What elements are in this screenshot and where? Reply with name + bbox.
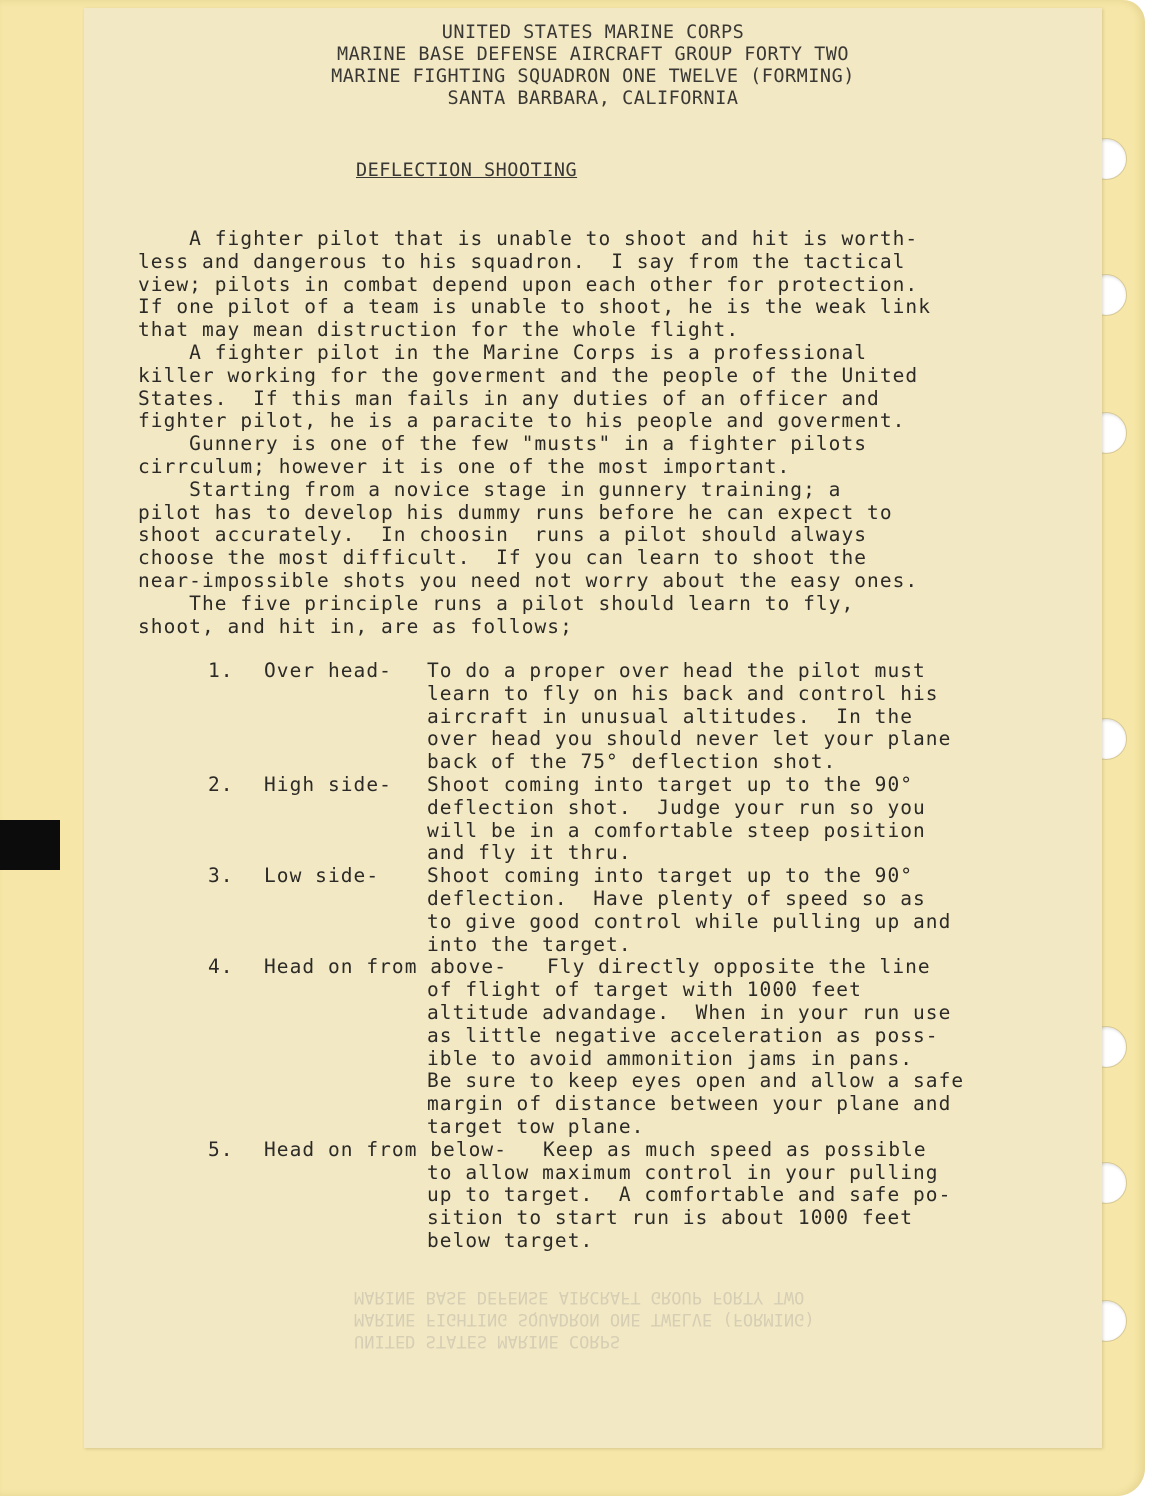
run-description-line: target tow plane. [427, 1114, 645, 1138]
run-item [208, 774, 1088, 865]
show-through-text: UNITED STATES MARINE CORPS MARINE FIGHTING SQUADRON ONE TWELVE (FORMING) MARINE BASE DEFENSE AIRCRAFT GROUP FORTY TWO [354, 1287, 815, 1351]
body-line: choose the most difficult. If you can learn to shoot the [138, 546, 868, 570]
run-name: Head on from above- [264, 955, 508, 979]
typewritten-page [84, 8, 1102, 1448]
run-description [427, 956, 1088, 1138]
run-description-line: back of the 75° deflection shot. [427, 750, 837, 774]
run-description-line: Fly directly opposite the line [547, 955, 931, 979]
run-description-line: learn to fly on his back and control his [427, 681, 939, 705]
body-line: killer working for the goverment and the people of the United [138, 363, 919, 387]
runs-list [208, 660, 1088, 1253]
body-line: A fighter pilot that is unable to shoot and hit is worth- [138, 227, 919, 250]
run-name: Low side- [264, 864, 380, 888]
run-number: 2. [208, 772, 234, 796]
run-description-line: below target. [427, 1228, 594, 1252]
body-line: less and dangerous to his squadron. I say from the tactical [138, 249, 906, 273]
run-item [208, 956, 1088, 1138]
run-description-line: will be in a comfortable steep position [427, 818, 926, 842]
black-tab-marker [0, 820, 60, 870]
body-line: cirrculum; however it is one of the most important. [138, 454, 791, 478]
run-description-line: altitude advandage. When in your run use [427, 1000, 952, 1024]
body-line: pilot has to develop his dummy runs before he can expect to [138, 500, 893, 524]
body-line: A fighter pilot in the Marine Corps is a professional [138, 340, 868, 364]
run-description-line: Be sure to keep eyes open and allow a safe [427, 1069, 965, 1093]
body-line: States. If this man fails in any duties of an officer and [138, 386, 880, 410]
run-name: Over head- [264, 659, 392, 682]
document-title: DEFLECTION SHOOTING [356, 160, 578, 181]
run-description-line: aircraft in unusual altitudes. In the [427, 704, 914, 728]
body-line: near-impossible shots you need not worry about the easy ones. [138, 568, 919, 592]
run-description-line: of flight of target with 1000 feet [427, 978, 862, 1002]
body-line: Starting from a novice stage in gunnery training; a [138, 477, 842, 501]
run-item [208, 660, 1088, 774]
run-description-line: Shoot coming into target up to the 90° [427, 772, 914, 796]
letterhead-line: MARINE FIGHTING SQUADRON ONE TWELVE (FORMING) [331, 66, 855, 87]
run-description-line: deflection. Have plenty of speed so as [427, 886, 926, 910]
run-description-line: over head you should never let your plane [427, 727, 952, 751]
run-description-line: into the target. [427, 932, 632, 956]
letterhead-line: UNITED STATES MARINE CORPS [441, 22, 745, 43]
run-description [427, 774, 1088, 865]
run-description-line: deflection shot. Judge your run so you [427, 795, 926, 819]
run-description-line: margin of distance between your plane and [427, 1092, 952, 1116]
run-number: 4. [208, 955, 234, 979]
letterhead [84, 22, 1102, 110]
body-text [138, 228, 931, 638]
run-description-line: To do a proper over head the pilot must [427, 659, 926, 682]
run-number: 5. [208, 1137, 234, 1161]
body-line: shoot accurately. In choosin runs a pilot should always [138, 523, 868, 547]
run-name: Head on from below- [264, 1137, 508, 1161]
run-description [427, 865, 1088, 956]
run-description-line: and fly it thru. [427, 841, 632, 865]
body-line: The five principle runs a pilot should learn to fly, [138, 591, 855, 615]
run-description [427, 660, 1088, 774]
run-description-line: as little negative acceleration as poss- [427, 1023, 939, 1047]
run-item [208, 1139, 1088, 1253]
run-description-line: Keep as much speed as possible [543, 1137, 927, 1161]
body-line: Gunnery is one of the few "musts" in a fighter pilots [138, 432, 868, 456]
run-description-line: sition to start run is about 1000 feet [427, 1206, 914, 1230]
run-description [427, 1139, 1088, 1253]
letterhead-line: MARINE BASE DEFENSE AIRCRAFT GROUP FORTY TWO [336, 44, 850, 65]
run-description-line: to allow maximum control in your pulling [427, 1160, 939, 1184]
run-number: 1. [208, 659, 234, 682]
run-description-line: to give good control while pulling up and [427, 909, 952, 933]
body-line: If one pilot of a team is unable to shoot, he is the weak link [138, 295, 931, 319]
letterhead-line: SANTA BARBARA, CALIFORNIA [447, 88, 739, 109]
run-description-line: Shoot coming into target up to the 90° [427, 864, 914, 888]
run-item [208, 865, 1088, 956]
body-line: fighter pilot, he is a paracite to his people and goverment. [138, 409, 906, 433]
run-description-line: ible to avoid ammonition jams in pans. [427, 1046, 914, 1070]
run-name: High side- [264, 772, 392, 796]
body-line: shoot, and hit in, are as follows; [138, 614, 573, 638]
body-line: that may mean distruction for the whole flight. [138, 318, 740, 342]
run-number: 3. [208, 864, 234, 888]
body-line: view; pilots in combat depend upon each other for protection. [138, 272, 919, 296]
run-description-line: up to target. A comfortable and safe po- [427, 1183, 952, 1207]
